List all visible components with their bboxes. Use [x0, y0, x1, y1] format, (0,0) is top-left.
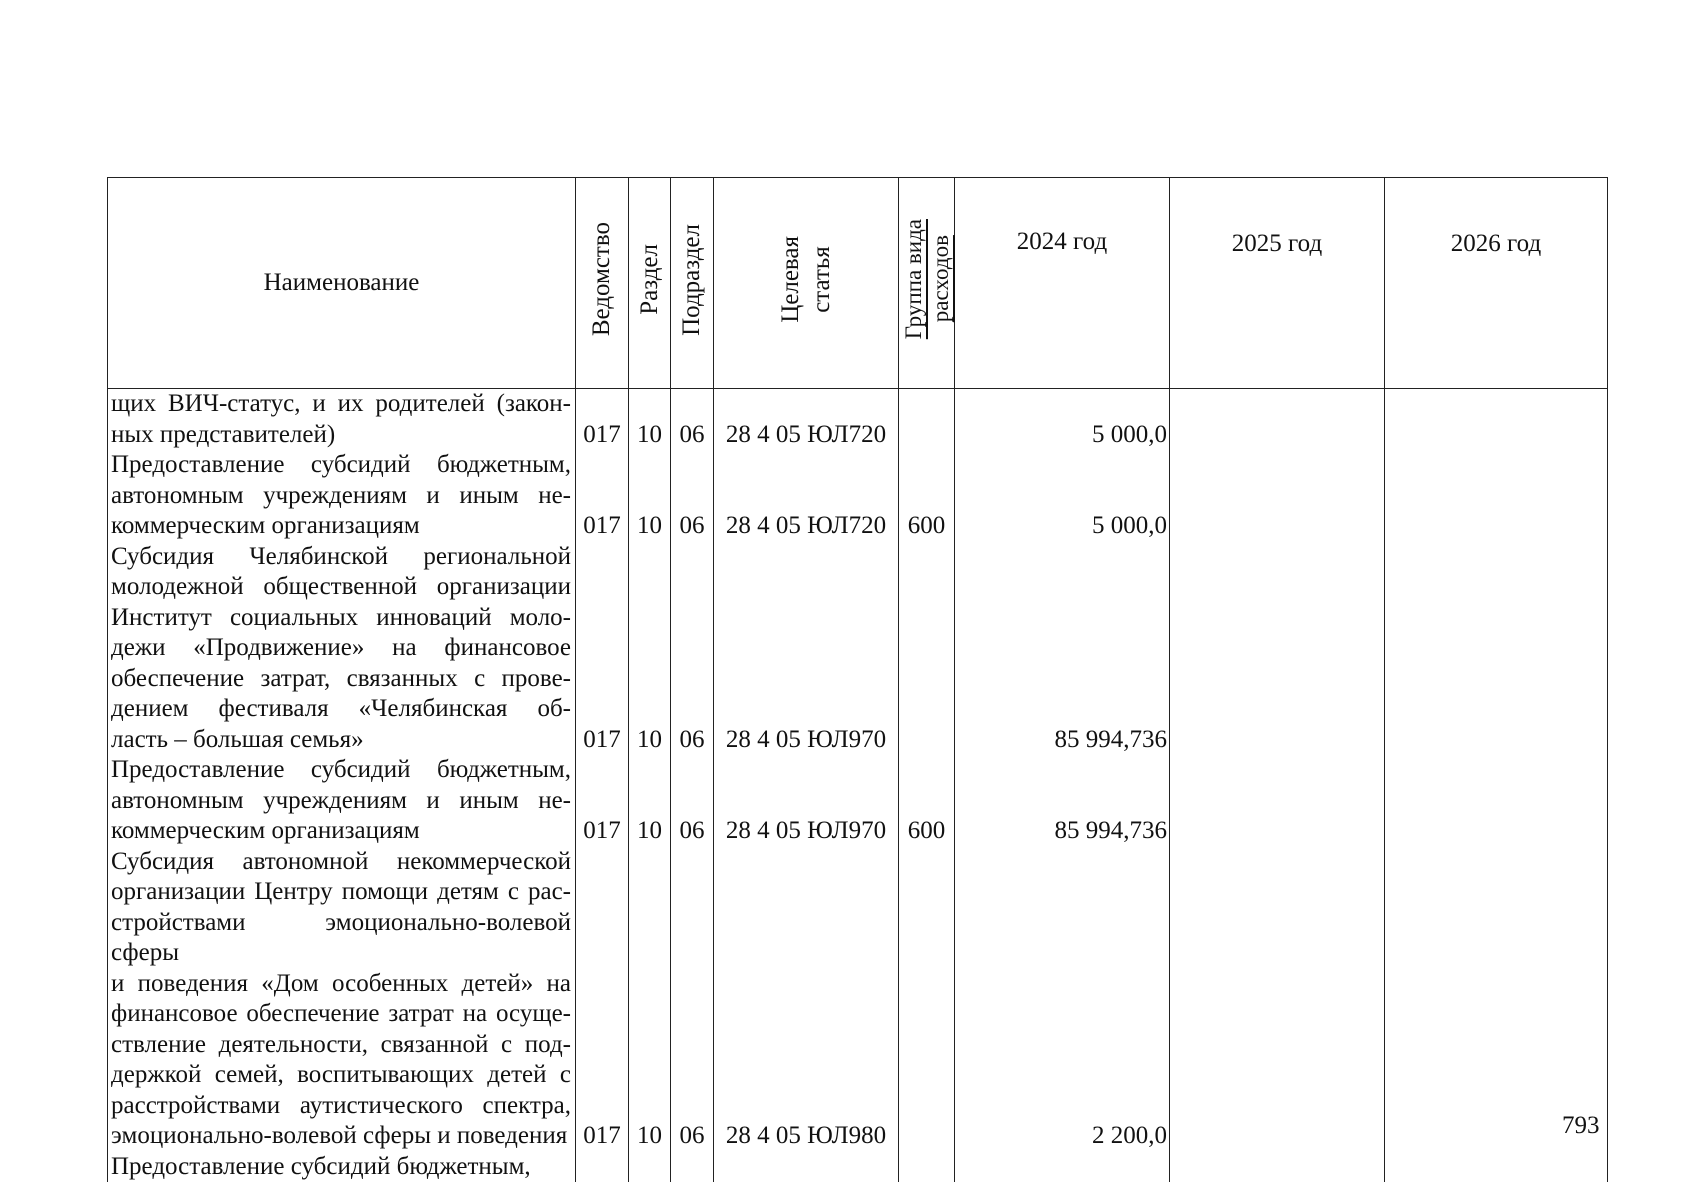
cell-podrazdel: 06	[671, 755, 714, 847]
cell-2026	[1385, 389, 1608, 451]
cell-vedomstvo: 017	[576, 847, 629, 1152]
cell-razdel: 10	[629, 542, 671, 756]
cell-2024: 85 994,736	[955, 542, 1170, 756]
cell-2026	[1385, 450, 1608, 542]
name-line: автономным учреждениям и иным не-	[111, 786, 571, 814]
table-header-row	[108, 178, 1608, 389]
cell-vedomstvo: 017	[576, 450, 629, 542]
name-line: ласть – большая семья»	[111, 725, 364, 753]
cell-name	[108, 847, 576, 1152]
cell-2025	[1170, 450, 1385, 542]
cell-name	[108, 450, 576, 542]
name-line: обеспечение затрат, связанных с прове-	[111, 664, 571, 692]
header-2024: 2024 год	[955, 178, 1170, 389]
name-line: щих ВИЧ-статус, и их родителей (закон-	[111, 390, 571, 417]
cell-podrazdel	[671, 1152, 714, 1183]
cell-razdel: 10	[629, 755, 671, 847]
cell-vedomstvo: 017	[576, 389, 629, 451]
table-row	[108, 542, 1608, 756]
header-2026: 2026 год	[1385, 178, 1608, 389]
cell-2025	[1170, 1152, 1385, 1183]
cell-2025	[1170, 389, 1385, 451]
name-line: Субсидия Челябинской региональной	[111, 542, 571, 570]
cell-celevaya-statya: 28 4 05 ЮЛ970	[714, 542, 899, 756]
cell-gruppa	[899, 847, 955, 1152]
cell-2024	[955, 1152, 1170, 1183]
name-line: Предоставление субсидий бюджетным,	[111, 756, 571, 783]
name-line: дением фестиваля «Челябинская об-	[111, 695, 571, 722]
cell-gruppa	[899, 389, 955, 451]
cell-2026	[1385, 542, 1608, 756]
cell-razdel	[629, 1152, 671, 1183]
cell-vedomstvo: 017	[576, 542, 629, 756]
cell-podrazdel: 06	[671, 450, 714, 542]
cell-celevaya-statya	[714, 1152, 899, 1183]
header-podrazdel: Подраздел	[671, 178, 714, 389]
name-line: эмоционально-волевой сферы и поведения	[111, 1122, 568, 1149]
cell-2026	[1385, 755, 1608, 847]
name-line: расстройствами аутистического спектра,	[111, 1091, 571, 1119]
cell-celevaya-statya: 28 4 05 ЮЛ720	[714, 450, 899, 542]
cell-2025	[1170, 542, 1385, 756]
name-line: коммерческим организациям	[111, 512, 420, 539]
cell-2026	[1385, 1152, 1608, 1183]
cell-2024: 2 200,0	[955, 847, 1170, 1152]
name-line: коммерческим организациям	[111, 817, 420, 844]
table-row	[108, 847, 1608, 1152]
header-celevaya-statya: Целевая статья	[714, 178, 899, 389]
name-line: организации Центру помощи детям с рас-	[111, 878, 571, 905]
cell-2026	[1385, 847, 1608, 1152]
cell-name	[108, 1152, 576, 1183]
name-line: Предоставление субсидий бюджетным,	[111, 451, 571, 478]
cell-name	[108, 389, 576, 451]
header-name: Наименование	[108, 178, 576, 389]
header-razdel: Раздел	[629, 178, 671, 389]
name-line: Субсидия автономной некоммерческой	[111, 847, 571, 875]
cell-vedomstvo: 017	[576, 755, 629, 847]
name-line: Институт социальных инноваций моло-	[111, 603, 571, 631]
table-row	[108, 755, 1608, 847]
name-line: держкой семей, воспитывающих детей с	[111, 1061, 571, 1088]
name-line: дежи «Продвижение» на финансовое	[111, 634, 571, 661]
cell-gruppa: 600	[899, 755, 955, 847]
name-line: ных представителей)	[111, 420, 336, 448]
cell-name	[108, 755, 576, 847]
cell-2024: 5 000,0	[955, 450, 1170, 542]
name-line: автономным учреждениям и иным не-	[111, 481, 571, 509]
table-row	[108, 450, 1608, 542]
budget-table-sheet	[107, 177, 1607, 1182]
cell-gruppa: 600	[899, 450, 955, 542]
cell-2024: 85 994,736	[955, 755, 1170, 847]
header-2025: 2025 год	[1170, 178, 1385, 389]
table-row	[108, 1152, 1608, 1183]
name-line: и поведения «Дом особенных детей» на	[111, 969, 571, 997]
name-line: финансовое обеспечение затрат на осуще-	[111, 1000, 571, 1027]
cell-gruppa	[899, 1152, 955, 1183]
cell-podrazdel: 06	[671, 847, 714, 1152]
cell-2025	[1170, 755, 1385, 847]
name-line: ствление деятельности, связанной с под-	[111, 1030, 571, 1058]
page-number: 793	[1562, 1112, 1600, 1139]
cell-2025	[1170, 847, 1385, 1152]
cell-gruppa	[899, 542, 955, 756]
table-row	[108, 389, 1608, 451]
cell-podrazdel: 06	[671, 389, 714, 451]
name-line: молодежной общественной организации	[111, 573, 571, 600]
header-gruppa-vida-rashodov: Группа вида расходов	[899, 178, 955, 389]
cell-podrazdel: 06	[671, 542, 714, 756]
cell-celevaya-statya: 28 4 05 ЮЛ970	[714, 755, 899, 847]
header-vedomstvo: Ведомство	[576, 178, 629, 389]
cell-celevaya-statya: 28 4 05 ЮЛ720	[714, 389, 899, 451]
cell-razdel: 10	[629, 847, 671, 1152]
cell-razdel: 10	[629, 450, 671, 542]
name-line: стройствами эмоционально-волевой сферы	[111, 908, 571, 966]
table-body	[108, 389, 1608, 1183]
cell-razdel: 10	[629, 389, 671, 451]
cell-name	[108, 542, 576, 756]
cell-vedomstvo	[576, 1152, 629, 1183]
name-line: Предоставление субсидий бюджетным,	[111, 1152, 531, 1180]
budget-table	[107, 177, 1608, 1182]
cell-celevaya-statya: 28 4 05 ЮЛ980	[714, 847, 899, 1152]
cell-2024: 5 000,0	[955, 389, 1170, 451]
